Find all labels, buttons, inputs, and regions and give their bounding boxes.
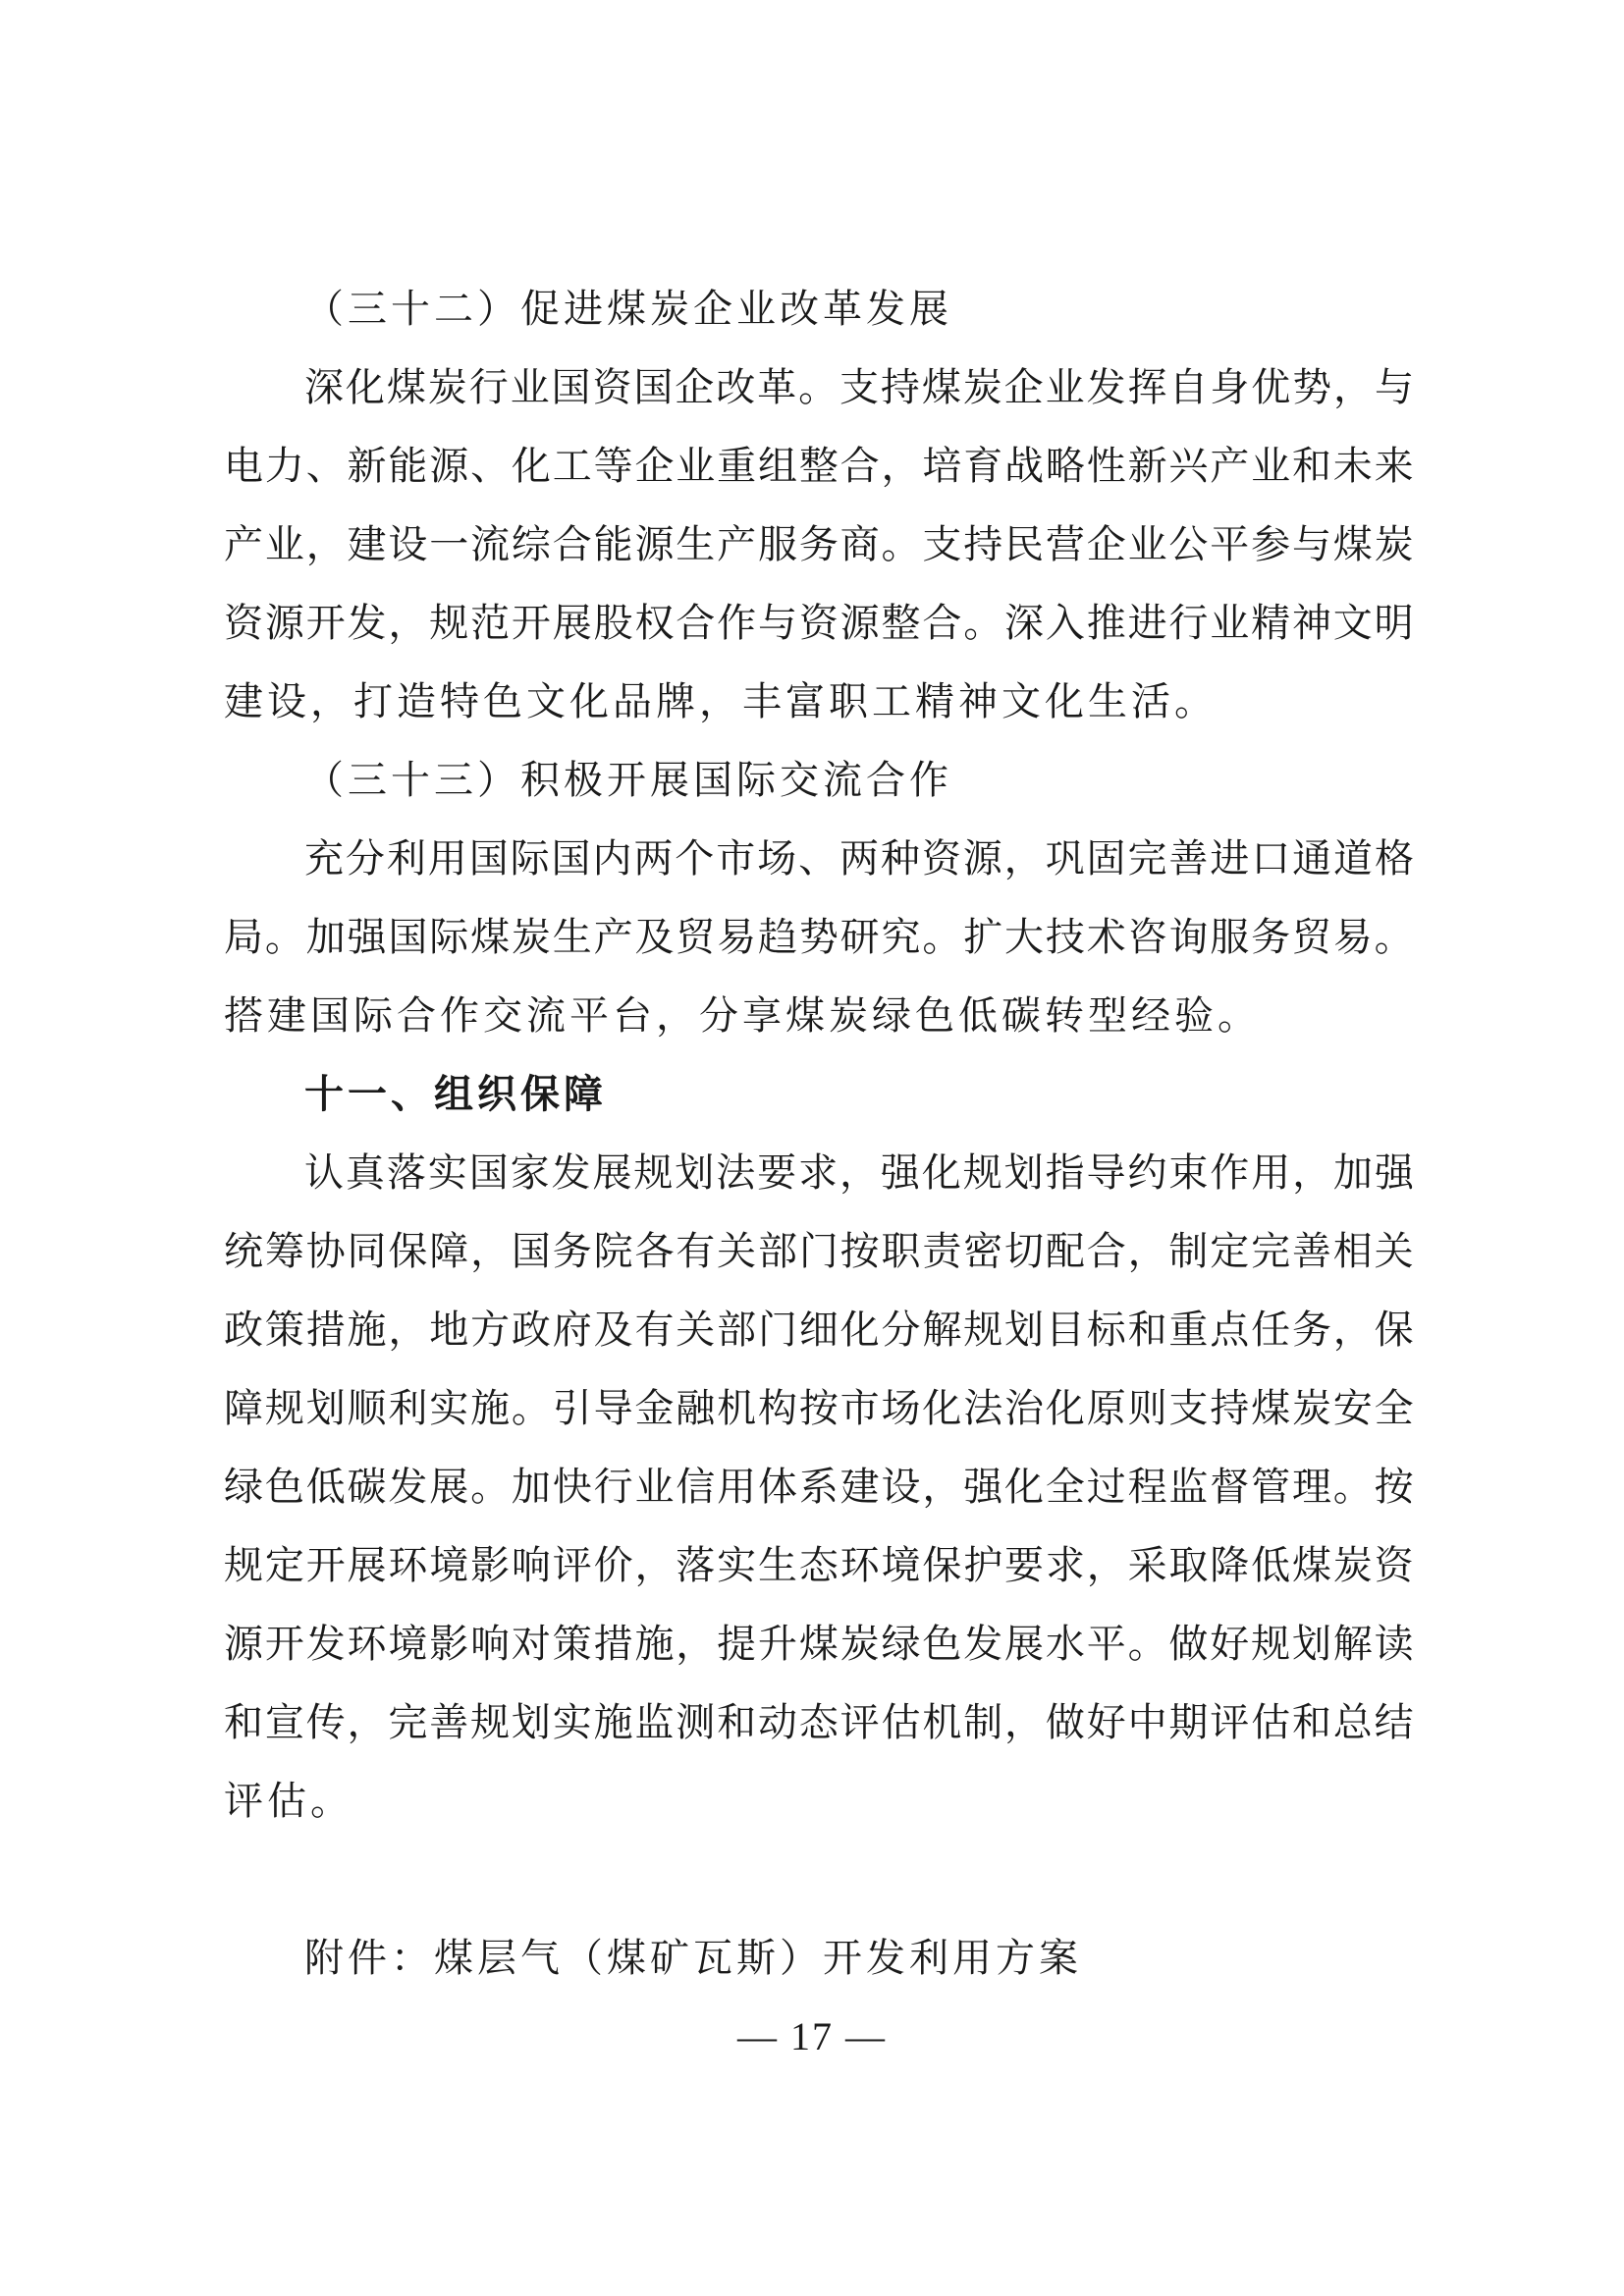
paragraph-line: 规 定 开 展 环 境 影 响 评 价 ， 落 实 生 态 环 境 保 护 要 求 ， 采 取 降 低 煤 炭 资 [224, 1543, 1414, 1588]
paragraph-line: 评估。 [224, 1779, 353, 1824]
paragraph-line: 建设，打造特色文化品牌，丰富职工精神文化生活。 [224, 679, 1218, 724]
paragraph-line: 政 策 措 施 ， 地 方 政 府 及 有 关 部 门 细 化 分 解 规 划 目 标 和 重 点 任 务 ， 保 [224, 1308, 1414, 1353]
paragraph-line: 障 规 划 顺 利 实 施 。 引 导 金 融 机 构 按 市 场 化 法 治 化 原 则 支 持 煤 炭 安 全 [224, 1386, 1414, 1431]
paragraph-line: 电 力 、 新 能 源 、 化 工 等 企 业 重 组 整 合 ， 培 育 战 略 性 新 兴 产 业 和 未 来 [224, 444, 1414, 489]
section-heading-s33: （三十三）积极开展国际交流合作 [304, 758, 952, 803]
paragraph-line: 和 宣 传 ， 完 善 规 划 实 施 监 测 和 动 态 评 估 机 制 ， 做 好 中 期 评 估 和 总 结 [224, 1700, 1414, 1745]
section-heading-s32: （三十二）促进煤炭企业改革发展 [304, 287, 952, 332]
paragraph-line: 搭建国际合作交流平台，分享煤炭绿色低碳转型经验。 [224, 993, 1261, 1039]
paragraph-line: 统 筹 协 同 保 障 ， 国 务 院 各 有 关 部 门 按 职 责 密 切 配 合 ， 制 定 完 善 相 关 [224, 1229, 1414, 1274]
page-number: — 17 — [737, 2014, 887, 2058]
paragraph-line: 局 。 加 强 国 际 煤 炭 生 产 及 贸 易 趋 势 研 究 。 扩 大 技 术 咨 询 服 务 贸 易 。 [224, 915, 1414, 960]
paragraph-line: 资 源 开 发 ， 规 范 开 展 股 权 合 作 与 资 源 整 合 。 深 入 推 进 行 业 精 神 文 明 [224, 601, 1414, 646]
paragraph-line: 充 分 利 用 国 际 国 内 两 个 市 场 、 两 种 资 源 ， 巩 固 完 善 进 口 通 道 格 [304, 836, 1414, 881]
paragraph-line: 认 真 落 实 国 家 发 展 规 划 法 要 求 ， 强 化 规 划 指 导 约 束 作 用 ， 加 强 [304, 1150, 1414, 1196]
paragraph-line: 深 化 煤 炭 行 业 国 资 国 企 改 革 。 支 持 煤 炭 企 业 发 挥 自 身 优 势 ， 与 [304, 365, 1414, 410]
paragraph-line: 绿 色 低 碳 发 展 。 加 快 行 业 信 用 体 系 建 设 ， 强 化 全 过 程 监 督 管 理 。 按 [224, 1465, 1414, 1510]
paragraph-line: 产 业 ， 建 设 一 流 综 合 能 源 生 产 服 务 商 。 支 持 民 营 企 业 公 平 参 与 煤 炭 [224, 522, 1414, 567]
paragraph-line: 源 开 发 环 境 影 响 对 策 措 施 ， 提 升 煤 炭 绿 色 发 展 水 平 。 做 好 规 划 解 读 [224, 1622, 1414, 1667]
section-heading-s11: 十一、组织保障 [304, 1072, 607, 1117]
attachment-note: 附件：煤层气（煤矿瓦斯）开发利用方案 [304, 1936, 1082, 1981]
